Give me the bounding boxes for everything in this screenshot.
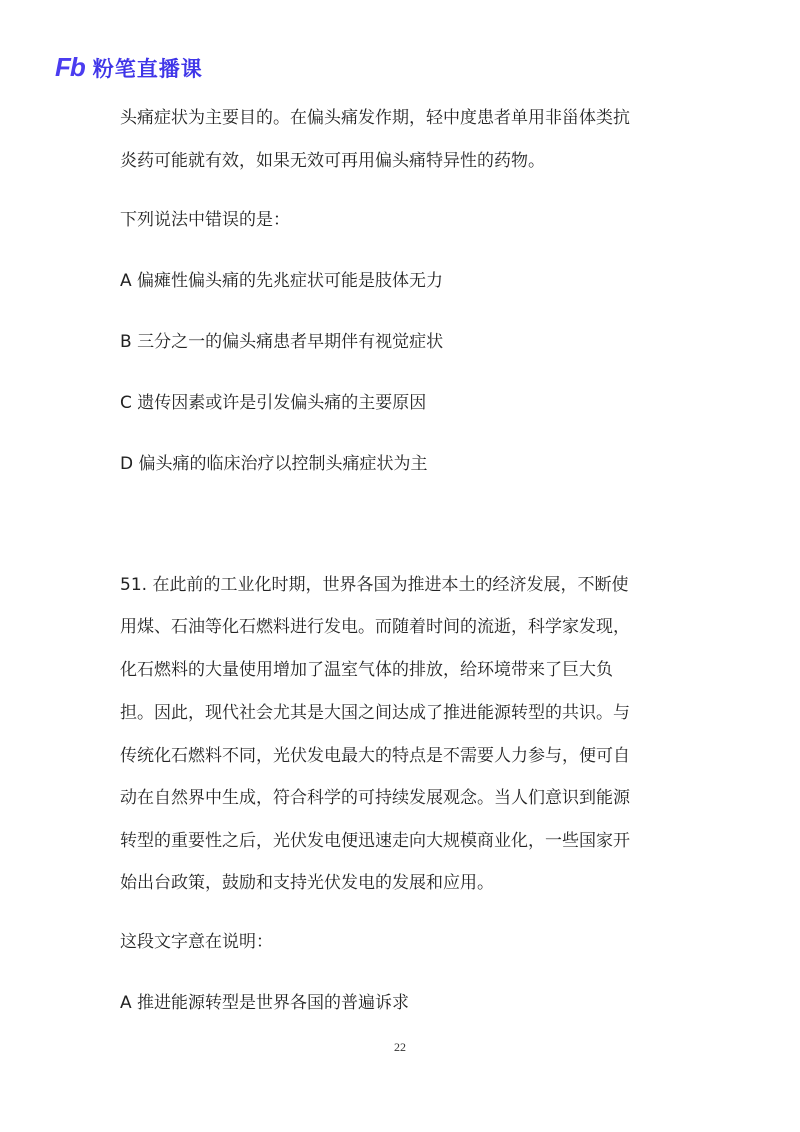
passage-line: 用煤、石油等化石燃料进行发电。而随着时间的流逝，科学家发现， — [120, 617, 630, 637]
question-prompt: 下列说法中错误的是： — [120, 210, 290, 230]
fenbi-logo-icon: Fb — [55, 52, 85, 82]
option-a: A 偏瘫性偏头痛的先兆症状可能是肢体无力 — [120, 271, 444, 291]
question-prompt: 这段文字意在说明： — [120, 932, 273, 952]
passage-line: 始出台政策，鼓励和支持光伏发电的发展和应用。 — [120, 873, 494, 893]
passage-line: 炎药可能就有效，如果无效可再用偏头痛特异性的药物。 — [120, 151, 545, 171]
passage-line: 51. 在此前的工业化时期，世界各国为推进本土的经济发展，不断使 — [120, 575, 629, 595]
passage-line: 化石燃料的大量使用增加了温室气体的排放，给环境带来了巨大负 — [120, 660, 613, 680]
option-a: A 推进能源转型是世界各国的普遍诉求 — [120, 993, 410, 1013]
logo-text: 粉笔直播课 — [92, 56, 203, 81]
option-b: B 三分之一的偏头痛患者早期伴有视觉症状 — [120, 332, 444, 352]
option-c: C 遗传因素或许是引发偏头痛的主要原因 — [120, 393, 427, 413]
logo — [55, 52, 203, 83]
passage-line: 担。因此，现代社会尤其是大国之间达成了推进能源转型的共识。与 — [120, 703, 630, 723]
passage-line: 头痛症状为主要目的。在偏头痛发作期，轻中度患者单用非甾体类抗 — [120, 108, 630, 128]
passage-line: 传统化石燃料不同，光伏发电最大的特点是不需要人力参与，便可自 — [120, 746, 630, 766]
passage-line: 转型的重要性之后，光伏发电便迅速走向大规模商业化，一些国家开 — [120, 831, 630, 851]
passage-line: 动在自然界中生成，符合科学的可持续发展观念。当人们意识到能源 — [120, 788, 630, 808]
page-number: 22 — [394, 1040, 406, 1054]
option-d: D 偏头痛的临床治疗以控制头痛症状为主 — [120, 454, 428, 474]
